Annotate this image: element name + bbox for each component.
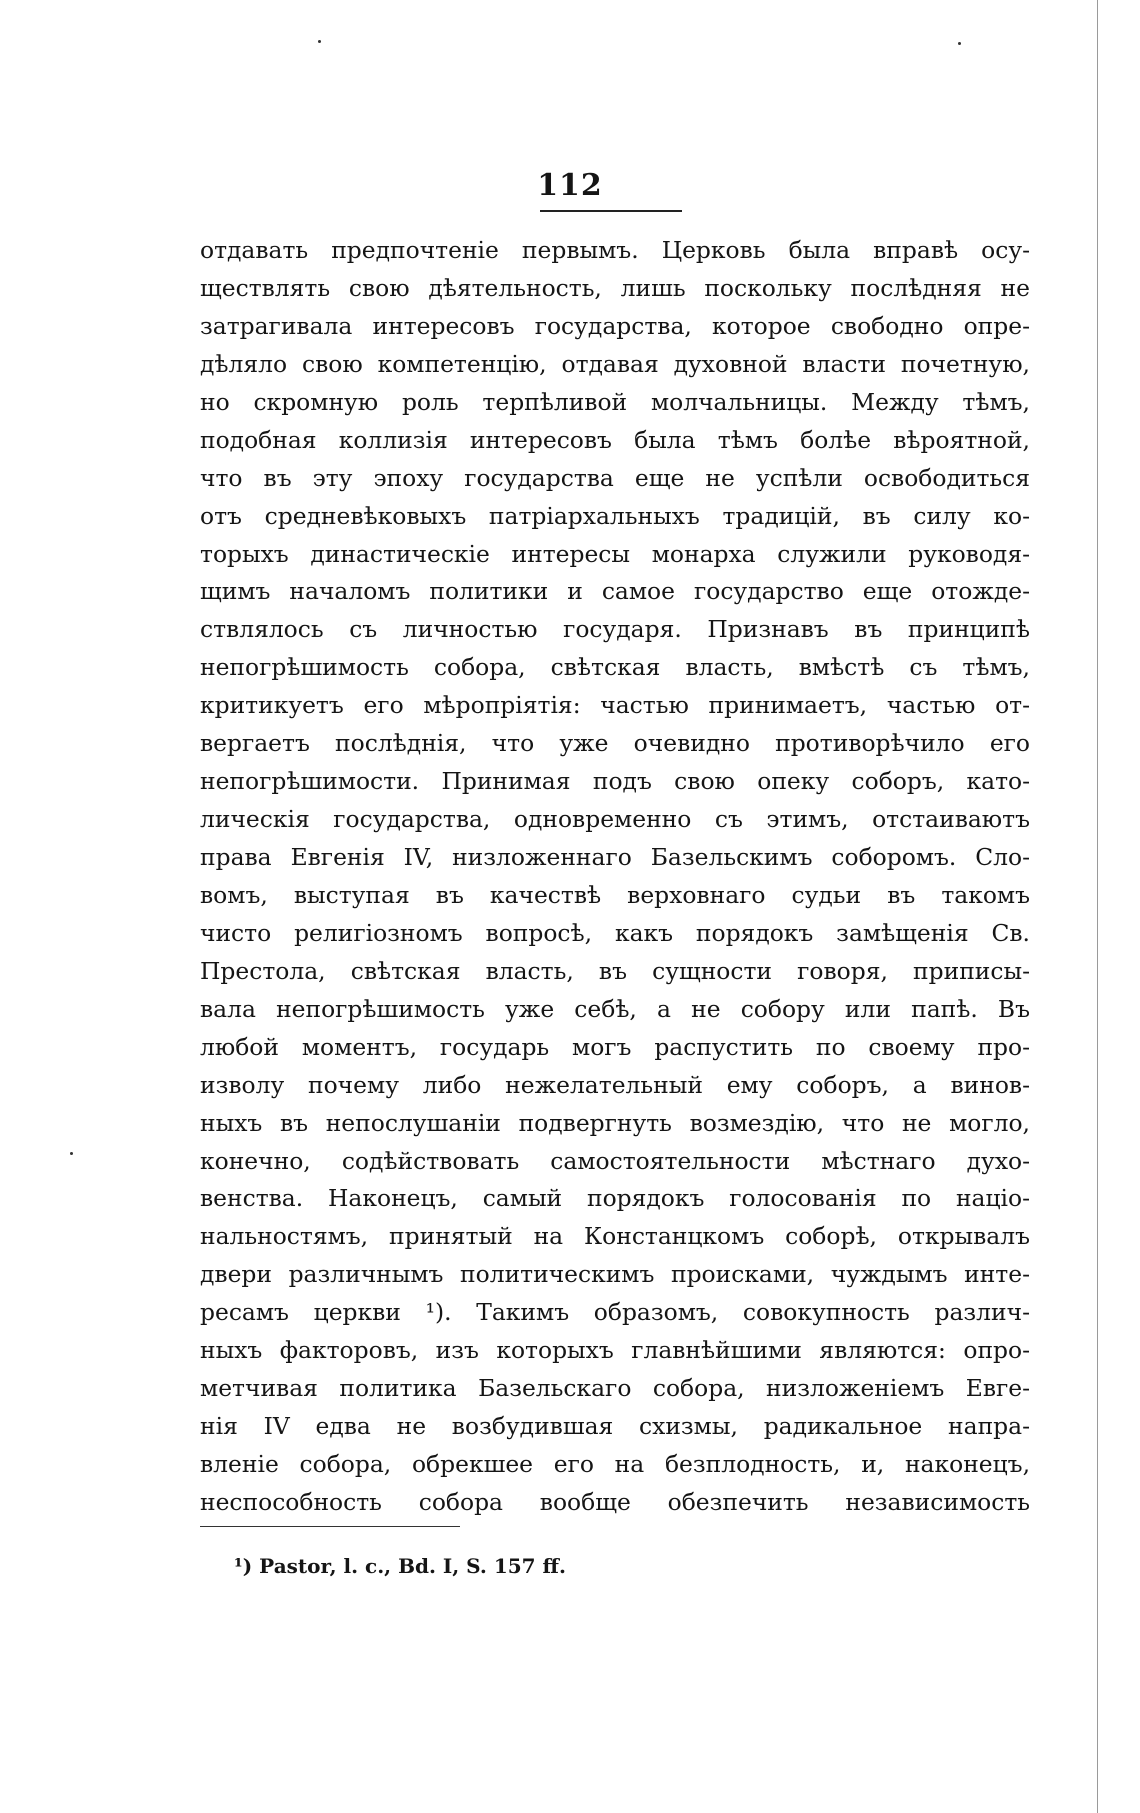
scan-speck <box>70 1152 73 1155</box>
footnote-rule <box>200 1526 460 1527</box>
text-line: ресамъ церкви ¹). Такимъ образомъ, совокупность различ- <box>200 1298 1030 1327</box>
scan-speck <box>318 40 321 43</box>
text-line: торыхъ династическiе интересы монарха служили руководя- <box>200 539 1030 568</box>
text-line: нiя IV едва не возбудившая схизмы, радикальное напра- <box>200 1412 1030 1441</box>
body-text <box>200 232 1030 1522</box>
text-line: ществлять свою дѣятельность, лишь поскольку послѣдняя не <box>200 273 1030 302</box>
text-line: ныхъ факторовъ, изъ которыхъ главнѣйшими являются: опро- <box>200 1336 1030 1365</box>
text-line: изволу почему либо нежелательный ему соборъ, а винов- <box>200 1070 1030 1099</box>
text-line: но скромную роль терпѣливой молчальницы. Между тѣмъ, <box>200 387 1030 416</box>
scan-speck <box>958 42 961 45</box>
footnote: ¹) Pastor, l. c., Bd. I, S. 157 ff. <box>234 1554 566 1578</box>
text-line: нальностямъ, принятый на Констанцкомъ соборѣ, открывалъ <box>200 1222 1030 1251</box>
text-line: лическiя государства, одновременно съ этимъ, отстаиваютъ <box>200 805 1030 834</box>
text-line: подобная коллизiя интересовъ была тѣмъ болѣе вѣроятной, <box>200 425 1030 454</box>
text-line: ствлялось съ личностью государя. Признавъ въ принципѣ <box>200 615 1030 644</box>
text-line: вала непогрѣшимость уже себѣ, а не собору или папѣ. Въ <box>200 994 1030 1023</box>
text-line: чисто религiозномъ вопросѣ, какъ порядокъ замѣщенiя Св. <box>200 918 1030 947</box>
text-line: затрагивала интересовъ государства, которое свободно опре- <box>200 311 1030 340</box>
text-line: непогрѣшимости. Принимая подъ свою опеку соборъ, като- <box>200 767 1030 796</box>
page-edge <box>1097 0 1098 1813</box>
text-line: любой моментъ, государь могъ распустить по своему про- <box>200 1032 1030 1061</box>
text-line: критикуетъ его мѣропрiятiя: частью принимаетъ, частью от- <box>200 691 1030 720</box>
text-line: что въ эту эпоху государства еще не успѣли освободиться <box>200 463 1030 492</box>
text-line: дѣляло свою компетенцiю, отдавая духовной власти почетную, <box>200 349 1030 378</box>
text-line: непогрѣшимость собора, свѣтская власть, вмѣстѣ съ тѣмъ, <box>200 653 1030 682</box>
text-line: Престола, свѣтская власть, въ сущности говоря, приписы- <box>200 956 1030 985</box>
text-line: вергаетъ послѣднiя, что уже очевидно противорѣчило его <box>200 729 1030 758</box>
text-line: права Евгенiя IV, низложеннаго Базельскимъ соборомъ. Сло- <box>200 843 1030 871</box>
text-line: вомъ, выступая въ качествѣ верховнаго судьи въ такомъ <box>200 880 1030 909</box>
text-line: отъ средневѣковыхъ патрiархальныхъ традицiй, въ силу ко- <box>200 501 1030 530</box>
page-number: 112 <box>537 168 603 203</box>
text-line: отдавать предпочтенiе первымъ. Церковь была вправѣ осу- <box>200 236 1030 264</box>
header-rule <box>540 210 682 212</box>
text-line: венства. Наконецъ, самый порядокъ голосованiя по нацiо- <box>200 1184 1030 1213</box>
text-line: ныхъ въ непослушанiи подвергнуть возмездiю, что не могло, <box>200 1108 1030 1137</box>
text-line: вленiе собора, обрекшее его на безплодность, и, наконецъ, <box>200 1450 1030 1478</box>
text-line: неспособность собора вообще обезпечить независимость <box>200 1487 1030 1516</box>
text-line: двери различнымъ политическимъ происками, чуждымъ инте- <box>200 1260 1030 1289</box>
text-line: конечно, содѣйствовать самостоятельности мѣстнаго духо- <box>200 1146 1030 1175</box>
text-line: щимъ началомъ политики и самое государство еще отожде- <box>200 577 1030 606</box>
text-line: метчивая политика Базельскаго собора, низложенiемъ Евге- <box>200 1374 1030 1403</box>
